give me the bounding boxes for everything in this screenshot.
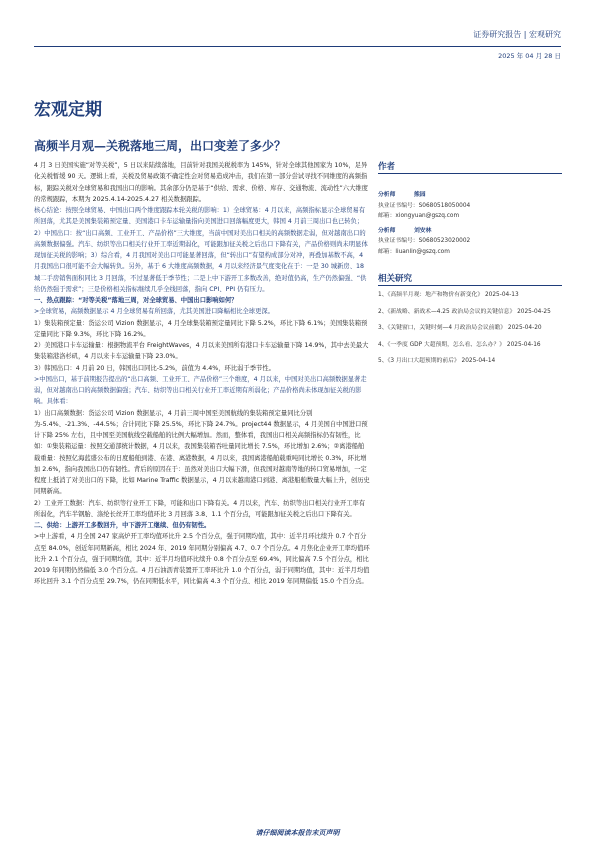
related-item[interactable]: 5、《3 月出口大超预期的前后》 2025-04-14 bbox=[378, 358, 496, 365]
authors-heading: 作者 bbox=[378, 160, 562, 174]
analyst-1-email[interactable]: 邮箱：xiongyuan@gszq.com bbox=[378, 213, 460, 220]
report-title: 高频半月观—关税落地三周，出口变差了多少？ bbox=[34, 139, 287, 153]
intro-paragraph: 4 月 3 日美国实施“对等关税”，5 日以来陆续落地，目前针对我国关税税率为 145%，针对全球其他国家为 10%，足异化关税暂缓 90 天。逻辑上看，关税及贸易政策不确定性会对贸易造成冲击，我们在第一部分尝试寻找不同维度的高频指标，跟踪关税对全球贸易和我国出口的影响。其余部分仍是基于“供给、需求、价格、库存、交通物流、流动性”六大维度的常规跟踪，本期为 2025.4.14-2025.4.27 相关数据跟踪。 bbox=[34, 162, 368, 203]
export-hf-item: 1）出口高频数据：货运公司 Vizion 数据显示，4 月前三周中国至美国航线的集装箱预定量同比分别为-5.4%、-21.3%、-44.5%；合计同比下降 25.5%，环比下降 24.7%。project44 数据显示，4 月美国自中国进口预计下降 25% 左右，且中国至美国航线空载船舶的比例大幅增加。然而，整体看，我国出口相关高频指标仍有韧性，比如：①集装箱运量：按照交通部统计数据，4 月以来，我国集装箱吞吐量同比增长 7.5%，环比增加 2.6%；②离港船舶载重量：按照亿海蓝盛公布的日度船舶到港、在港、离港数据，4 月以来，我国离港船舶载重吨同比增长 0.3%，环比增加 2.6%，指向我国出口仍有韧性。背后的原因在于：虽然对美出口大幅下滑，但我国对越南等地的转口贸易增加，一定程度上抵消了对美出口的下降，比如 Marine Traffic 数据显示，4 月以来越南港口到港、离港船舶数量大幅上升，创历史同期新高。 bbox=[34, 409, 370, 496]
related-research-heading: 相关研究 bbox=[378, 272, 562, 286]
analyst-2-label: 分析师 bbox=[378, 227, 396, 234]
main-body bbox=[34, 160, 370, 588]
report-date: 2025 年 04 月 28 日 bbox=[498, 52, 561, 60]
korea-export-item: 3）韩国出口：4 月前 20 日，韩国出口同比-5.2%，前值为 4.4%，环比弱于季节性。 bbox=[34, 364, 275, 372]
related-item[interactable]: 2、《新战略、新战术—4.25 政治局会议的关键信息》 2025-04-25 bbox=[378, 308, 551, 315]
related-item[interactable]: 4、《一季度 GDP 大超预期，怎么看、怎么办？》 2025-04-16 bbox=[378, 341, 541, 348]
global-trade-summary: >全球贸易，高频数据显示 4 月全球贸易有所回落，尤其美国进口降幅相比全球更深。 bbox=[34, 308, 274, 316]
analyst-2-cert: 执业证书编号：S0680523020002 bbox=[378, 238, 471, 245]
us-port-truck-item: 2）美国港口卡车运输量：根据物流平台 FreightWaves，4 月以来美国所有港口卡车运输量下降 14.9%，其中去美最大集装箱港洛杉矶，4 月以来卡车运输量下降 23.0%。 bbox=[34, 342, 369, 361]
analyst-2-email[interactable]: 邮箱：liuanlin@gszq.com bbox=[378, 248, 450, 255]
header-divider bbox=[34, 46, 561, 47]
analyst-2-row bbox=[378, 226, 562, 237]
related-research-list bbox=[378, 290, 562, 367]
container-booking-item: 1）集装箱预定量：货运公司 Vizion 数据显示，4 月全球集装箱预定量同比下降 5.2%，环比下降 6.1%；美国集装箱预定量同比下降 9.3%，环比下降 16.2%。 bbox=[34, 319, 368, 338]
section-heading-2: 二、供给：上游开工多数回升，中下游开工继续、但仍有韧性。 bbox=[34, 522, 211, 529]
industrial-start-item: 2）工业开工数据：汽车、纺织等行业开工下降，可能和出口下降有关。4 月以来，汽车、纺织等出口相关行业开工率有所弱化，汽车半钢胎、涤纶长丝开工率均值环比 3 月回落 3.8、1.1 个百分点，可能跟加征关税之后出口下降有关。 bbox=[34, 499, 366, 518]
analyst-1-name: 熊园 bbox=[414, 192, 426, 198]
analyst-2-name: 刘安林 bbox=[414, 227, 432, 234]
analyst-1-label: 分析师 bbox=[378, 192, 396, 198]
authors-block bbox=[378, 190, 562, 258]
footer-disclaimer: 请仔细阅读本报告末页声明 bbox=[255, 829, 340, 837]
section-heading-1: 一、热点跟踪：“对等关税”落地三周，对全球贸易、中国出口影响如何？ bbox=[34, 297, 238, 304]
china-export-summary: >中国出口，基于前期报告提出的“出口高频、工业开工、产品价格”三个维度，4 月以来，中国对美出口高频数据显著走弱，但对越南出口的高频数据偏强；汽车、纺织等出口相关行业开工率近期有所弱化；产品价格尚未体现加征关税的影响。具体看： bbox=[34, 375, 367, 406]
core-conclusion-paragraph: 核心结论：按照全球贸易、中国出口两个维度跟踪本轮关税的影响：1）全球贸易：4 月以来，高频指标显示全球贸易有所回落，尤其是美国集装箱预定量、美国港口卡车运输量指向美国进口回落幅度更大，韩国 4 月前三周出口也已转负；2）中国出口：按“出口高频、工业开工、产品价格”三大维度，当前中国对美出口相关的高频数据走弱，但对越南出口的高频数据偏强。汽车、纺织等出口相关行业开工率近期弱化，可能跟加征关税之后出口下降有关，产品价格则尚未明显体现加征关税的影响；3）综合看，4 月我国对美出口可能显著回落，但“转出口”有望构成部分对冲，再叠加基数不高，4 月我国出口很可能不会大幅转负。另外，基于 6 大维度高频数据，4 月以来经济景气度变化在于：一是 30 城新房、18 城二手房销售面积同比 3 月回落，不过显著低于季节性；二是上中下游开工多数改善，绝对值仍高，生产仍然偏强、“供给仍然强于需求”；三是价格相关指标继续几乎全线回落，指向 CPI、PPI 仍有压力。 bbox=[34, 207, 368, 293]
analyst-1-cert: 执业证书编号：S0680518050004 bbox=[378, 202, 471, 209]
related-item[interactable]: 3、《关键窗口，关键时刻—4 月政治局会议前瞻》 2025-04-20 bbox=[378, 325, 542, 332]
report-category: 证券研究报告 | 宏观研究 bbox=[473, 30, 561, 39]
upstream-paragraph: >中上游看，4 月全国 247 家高炉开工率均值环比升 2.5 个百分点，强于同期均值，其中：近半月环比续升 0.7 个百分点至 84.0%，创近年同期新高，相比 2024 年、2019 年同期分别偏高 4.7、0.7 个百分点。4 月焦化企业开工率均值环比升 2.1 个百分点，强于同期均值，其中：近半月均值环比续升 0.8 个百分点至 69.4%，同比偏高 7.5 个百分点，相比 2019 年同期仍然偏低 3.0 个百分点。4 月石油沥青装置开工率环比升 1.0 个百分点，弱于同期均值，其中：近半月均值环比回升 3.1 个百分点至 29.7%，仍在同期低水平，同比偏高 4.3 个百分点、相比 2019 年同期偏低 15.0 个百分点。 bbox=[34, 533, 370, 586]
section-title: 宏观定期 bbox=[34, 100, 102, 120]
related-item[interactable]: 1、《高频半月观：地产和物价有新变化》 2025-04-13 bbox=[378, 292, 519, 298]
analyst-1-row bbox=[378, 190, 562, 201]
